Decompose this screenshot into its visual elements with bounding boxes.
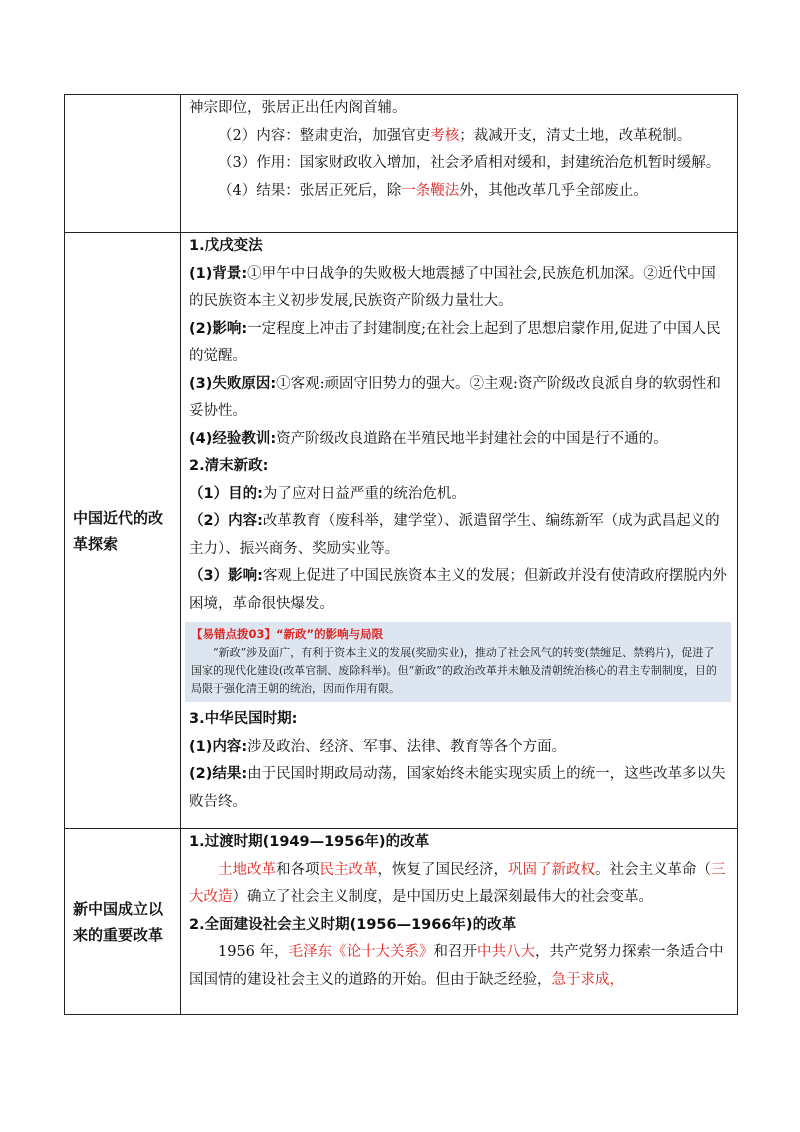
highlight-consolidate-regime: 巩固了新政权 [508,861,595,878]
qing-impact: （3）影响:客观上促进了中国民族资本主义的发展；但新政并没有使清政府摆脱内外困境，革命很快爆发。 [189,568,727,612]
qing-content: （2）内容:改革教育（废科举，建学堂）、派遣留学生、编练新军（成为武昌起义的主力）、振兴商务、奖励实业等。 [189,513,720,557]
row-content-prc-reform [181,829,738,1015]
reform-result: （4）结果：张居正死后，除一条鞭法外，其他改革几乎全部废止。 [218,182,648,199]
highlight-yitiaobianfa: 一条鞭法 [401,182,460,199]
section-title-qing-new-policy: 2.清末新政: [189,458,269,474]
highlight-land-reform: 土地改革 [218,861,276,878]
reform-content: （2）内容：整肃吏治，加强官吏考核；裁减开支，清丈土地，改革税制。 [218,127,692,144]
transition-paragraph: 土地改革和各项民主改革，恢复了国民经济，巩固了新政权。社会主义革命（三大改造）确立了社会主义制度，是中国历史上最深刻最伟大的社会变革。 [189,861,726,905]
highlight-three-transformations: 三大改造 [189,861,726,905]
highlight-eighth-congress: 中共八大 [477,944,536,960]
content-table [64,94,738,1015]
section-title-transition: 1.过渡时期(1949—1956年)的改革 [189,834,430,850]
row-label-empty [65,95,181,233]
error-tip-title: 【易错点拨03】“新政”的影响与局限 [191,627,384,641]
wuxu-impact: (2)影响:一定程度上冲击了封建制度;在社会上起到了思想启蒙作用,促进了中国人民的觉醒。 [189,320,721,364]
row-content-modern-reform [181,233,738,829]
section-title-wuxu: 1.戊戌变法 [189,238,263,254]
table-row-prc-reform [65,829,738,1015]
table-row-modern-reform [65,233,738,829]
row-content-zhang-juzheng [181,95,738,233]
highlight-eager-success: 急于求成， [551,971,624,988]
wuxu-background: (1)背景:①甲午中日战争的失败极大地震撼了中国社会,民族危机加深。②近代中国的民族资本主义初步发展,民族资产阶级力量壮大。 [189,265,716,309]
table-row-zhang-juzheng [65,95,738,233]
error-tip-text: “新政”涉及面广，有利于资本主义的发展(奖励实业)，推动了社会风气的转变(禁缠足、禁鸦片)，促进了国家的现代化建设(改革官制、废除科举)。但“新政”的政治改革并未触及清朝统治核心的君主专制制度，目的局限于强化清王朝的统治，因而作用有限。 [191,646,717,695]
highlight-democratic-reform: 民主改革 [319,861,378,878]
row-label-prc-reform: 新中国成立以来的重要改革 [65,829,181,1015]
wuxu-failure-causes: (3)失败原因:①客观:顽固守旧势力的强大。②主观:资产阶级改良派自身的软弱性和妥协性。 [189,375,721,419]
reform-effect: （3）作用：国家财政收入增加，社会矛盾相对缓和，封建统治危机暂时缓解。 [218,155,721,171]
minguo-content: (1)内容:涉及政治、经济、军事、法律、教育等各个方面。 [189,738,567,755]
highlight-kaohe: 考核 [430,127,460,144]
highlight-ten-relations: 毛泽东《论十大关系》 [288,944,434,960]
row-label-modern-reform: 中国近代的改革探索 [65,233,181,829]
accession-line: 神宗即位，张居正出任内阁首辅。 [189,100,407,116]
full-construction-paragraph: 1956 年，毛泽东《论十大关系》和召开中共八大，共产党努力探索一条适合中国国情的建设社会主义的道路的开始。但由于缺乏经验，急于求成， [189,944,724,988]
section-title-minguo: 3.中华民国时期: [189,711,298,727]
error-tip-box [185,622,731,702]
qing-goal: （1）目的:为了应对日益严重的统治危机。 [189,485,466,502]
minguo-result: (2)结果:由于民国时期政局动荡，国家始终未能实现实质上的统一，这些改革多以失败告终。 [189,766,726,810]
section-title-full-construction: 2.全面建设社会主义时期(1956—1966年)的改革 [189,916,517,933]
wuxu-lessons: (4)经验教训:资产阶级改良道路在半殖民地半封建社会的中国是行不通的。 [189,430,668,447]
